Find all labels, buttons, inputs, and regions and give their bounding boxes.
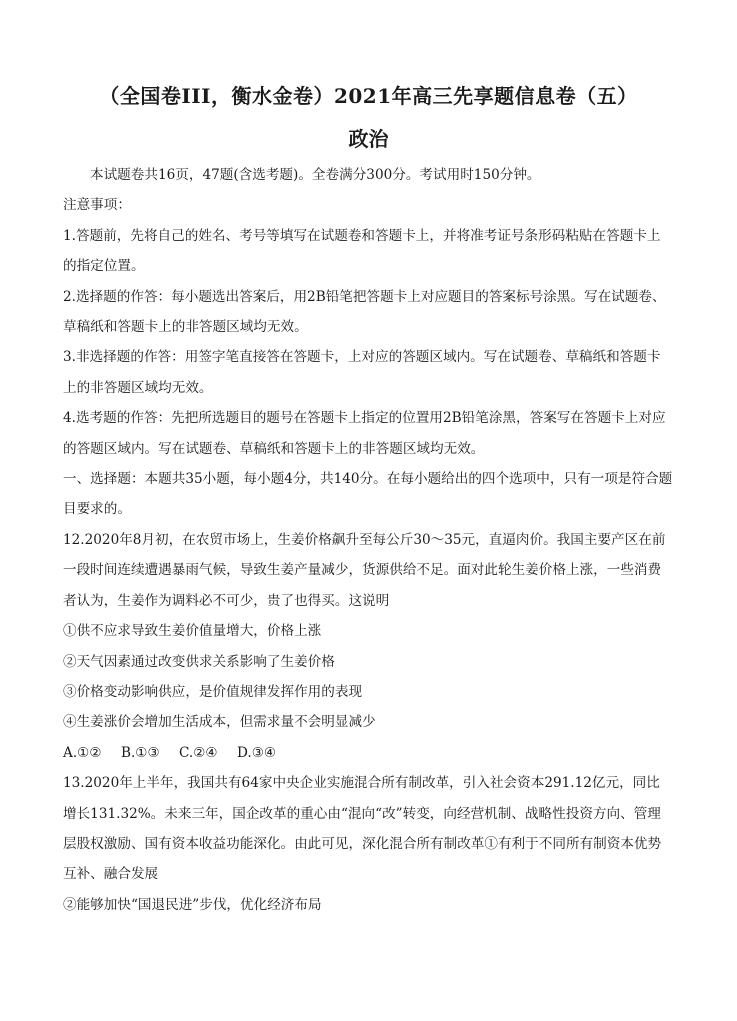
choice-b: B.①③	[121, 744, 160, 761]
question-12-stem: 12.2020年8月初，在农贸市场上，生姜价格飙升至每公斤30～35元，直逼肉价。我国主要产区在前一段时间连续遭遇暴雨气候，导致生姜产量减少，货源供给不足。面对此轮生姜价格上涨，一些消费者认为，生姜作为调料必不可少，贵了也得买。这说明	[63, 531, 666, 609]
document-body	[63, 160, 673, 920]
question-13-statement-2: ②能够加快“国退民进”步伐，优化经济布局	[63, 896, 322, 913]
choice-a: A.①②	[63, 744, 102, 761]
choice-c: C.②④	[179, 744, 218, 761]
subject-title: 政治	[348, 127, 389, 151]
notice-item-3: 3.非选择题的作答：用签字笔直接答在答题卡，上对应的答题区域内。写在试题卷、草稿纸和答题卡上的非答题区域均无效。	[63, 349, 661, 396]
choice-d: D.③④	[237, 744, 277, 761]
question-12-statement-1: ①供不应求导致生姜价值量增大，价格上涨	[63, 623, 322, 640]
question-13-stem: 13.2020年上半年，我国共有64家中央企业实施混合所有制改革，引入社会资本291.12亿元，同比增长131.32%。未来三年，国企改革的重心由“混向“改”转变，向经营机制、战略性投资方向、管理层股权激励、国有资本收益功能深化。由此可见，深化混合所有制改革①有利于不同所有制资本优势互补、融合发展	[63, 775, 662, 883]
question-12-statement-2: ②天气因素通过改变供求关系影响了生姜价格	[63, 653, 335, 670]
section-heading: 一、选择题：本题共35小题，每小题4分，共140分。在每小题给出的四个选项中，只有一项是符合题目要求的。	[63, 471, 673, 518]
notice-heading: 注意事项：	[63, 197, 131, 214]
notice-item-2: 2.选择题的作答：每小题选出答案后，用2B铅笔把答题卡上对应题目的答案标号涂黑。写在试题卷、草稿纸和答题卡上的非答题区域均无效。	[63, 288, 666, 336]
question-12-choices	[63, 738, 673, 768]
notice-item-4: 4.选考题的作答：先把所选题目的题号在答题卡上指定的位置用2B铅笔涂黑，答案写在答题卡上对应的答题区域内。写在试题卷、草稿纸和答题卡上的非答题区域均无效。	[63, 410, 666, 457]
page-title: （全国卷III，衡水金卷）2021年高三先享题信息卷（五）	[99, 84, 638, 108]
question-12-statement-3: ③价格变动影响供应，是价值规律发挥作用的表现	[63, 683, 363, 700]
notice-item-1: 1.答题前，先将自己的姓名、考号等填写在试题卷和答题卡上，并将准考证号条形码粘贴在答题卡上的指定位置。	[63, 227, 661, 275]
question-12-statement-4: ④生姜涨价会增加生活成本，但需求量不会明显减少	[63, 714, 376, 731]
intro-text: 本试题卷共16页，47题(含选考题)。全卷满分300分。考试用时150分钟。	[90, 167, 541, 183]
